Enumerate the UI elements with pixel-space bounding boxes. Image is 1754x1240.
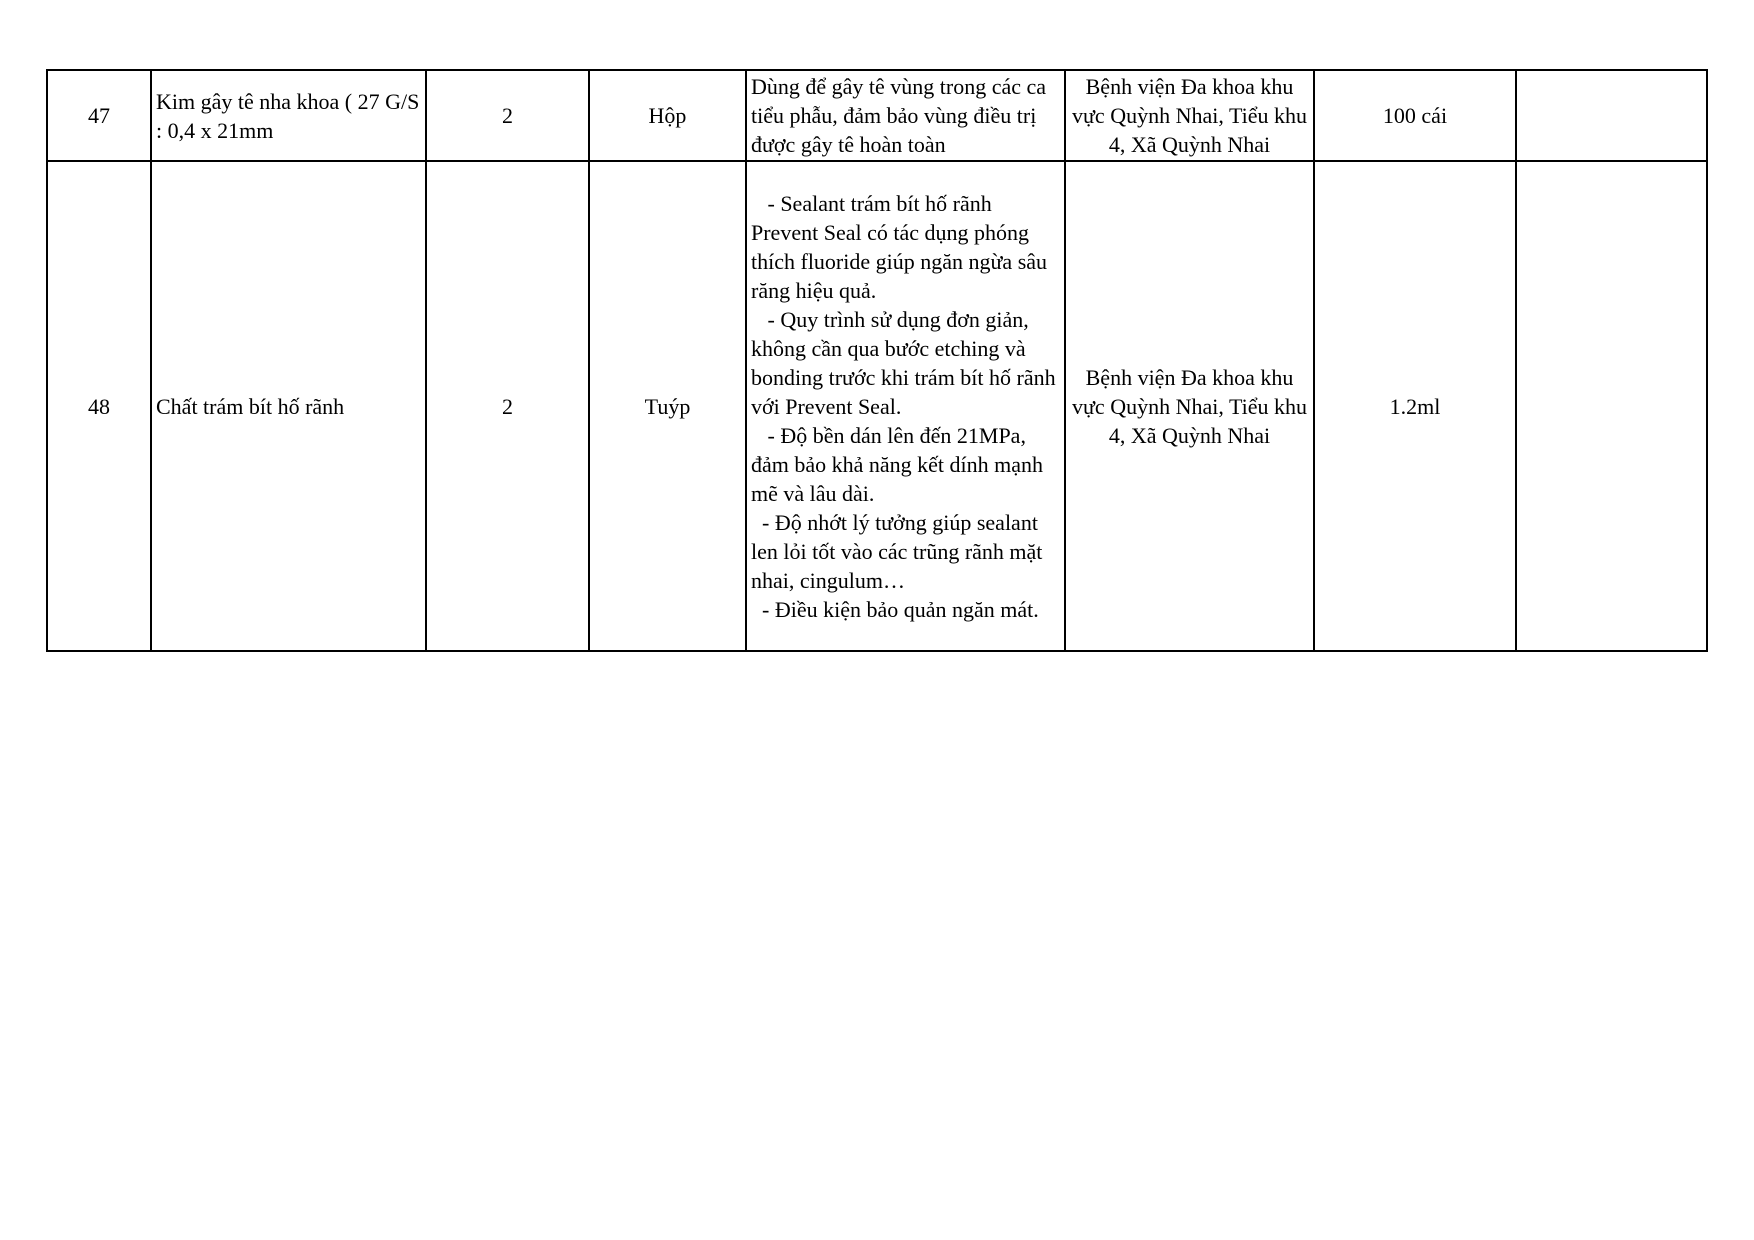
table-row [47,70,1707,161]
description-line: - Quy trình sử dụng đơn giản, không cần qua bước etching và bonding trước khi trám bít hố rãnh với Prevent Seal. [751,306,1062,419]
spec-cell: 100 cái [1314,70,1516,161]
location-cell: Bệnh viện Đa khoa khu vực Quỳnh Nhai, Tiểu khu 4, Xã Quỳnh Nhai [1065,70,1314,161]
note-cell [1516,161,1707,651]
note-cell [1516,70,1707,161]
description-line: - Độ nhớt lý tưởng giúp sealant len lỏi tốt vào các trũng rãnh mặt nhai, cingulum… [751,509,1048,593]
stt-cell: 48 [47,161,151,651]
unit-cell: Hộp [589,70,746,161]
item-name-cell: Chất trám bít hố rãnh [151,161,426,651]
location-cell: Bệnh viện Đa khoa khu vực Quỳnh Nhai, Tiểu khu 4, Xã Quỳnh Nhai [1065,161,1314,651]
quantity-cell: 2 [426,70,589,161]
equipment-table [46,69,1708,652]
description-line: Dùng để gây tê vùng trong các ca tiểu phẫu, đảm bảo vùng điều trị được gây tê hoàn toàn [751,74,1052,157]
description-cell [746,161,1065,651]
item-name-cell: Kim gây tê nha khoa ( 27 G/S : 0,4 x 21mm [151,70,426,161]
quantity-cell: 2 [426,161,589,651]
description-line: - Sealant trám bít hố rãnh Prevent Seal có tác dụng phóng thích fluoride giúp ngăn ngừa sâu răng hiệu quả. [751,190,1053,303]
stt-cell: 47 [47,70,151,161]
description-line: - Độ bền dán lên đến 21MPa, đảm bảo khả năng kết dính mạnh mẽ và lâu dài. [751,422,1049,506]
description-line: - Điều kiện bảo quản ngăn mát. [751,596,1039,622]
table-row [47,161,1707,651]
unit-cell: Tuýp [589,161,746,651]
spec-cell: 1.2ml [1314,161,1516,651]
description-cell [746,70,1065,161]
